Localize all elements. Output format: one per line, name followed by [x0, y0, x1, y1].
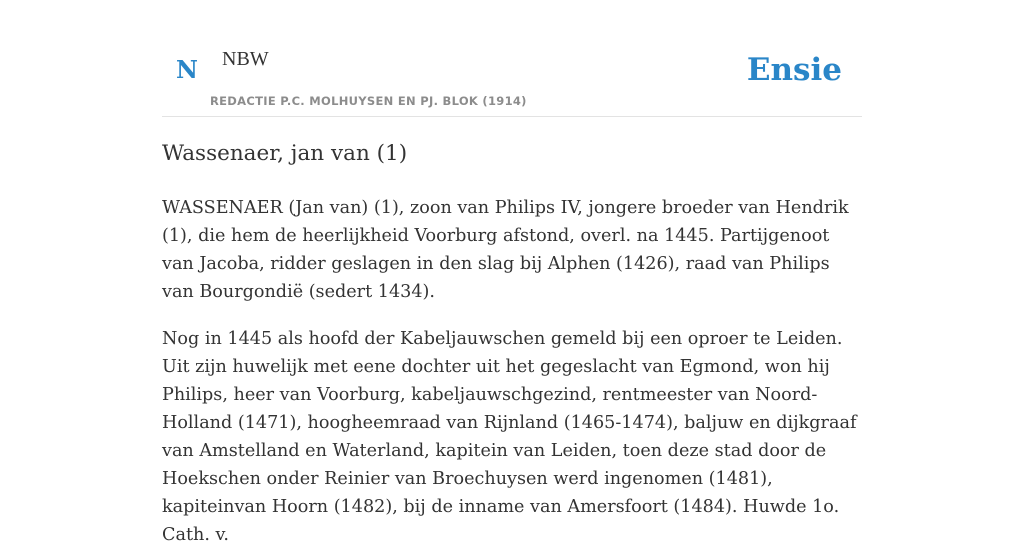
entry-title: Wassenaer, jan van (1)	[162, 141, 408, 166]
entry-paragraph: WASSENAER (Jan van) (1), zoon van Philips IV, jongere broeder van Hendrik (1), die hem de heerlijkheid Voorburg afstond, overl. na 1445. Partijgenoot van Jacoba, ridder geslagen in den slag bij Alphen (1426), raad van Philips van Bourgondië (sedert 1434).	[162, 198, 849, 302]
book-title[interactable]: NBW	[222, 48, 269, 70]
entry-content	[162, 138, 862, 549]
entry-paragraph: Nog in 1445 als hoofd der Kabeljauwschen gemeld bij een oproer te Leiden. Uit zijn huwelijk met eene dochter uit het gegeslacht van Egmond, won hij Philips, heer van Voorburg, kabeljauwschgezind, rentmeester van Noord-Holland (1471), hoogheemraad van Rijnland (1465-1474), baljuw en dijkgraaf van Amstelland en Waterland, kapitein van Leiden, toen deze stad door de Hoekschen onder Reinier van Broechuysen werd ingenomen (1481), kapiteinvan Hoorn (1482), bij de inname van Amersfoort (1484). Huwde 1o. Cath. v.	[162, 329, 857, 545]
brand-logo[interactable]: Ensie	[746, 52, 842, 88]
book-author: REDACTIE P.C. MOLHUYSEN EN PJ. BLOK (1914)	[210, 94, 527, 108]
header	[162, 0, 862, 117]
book-logo[interactable]: N	[176, 55, 198, 84]
